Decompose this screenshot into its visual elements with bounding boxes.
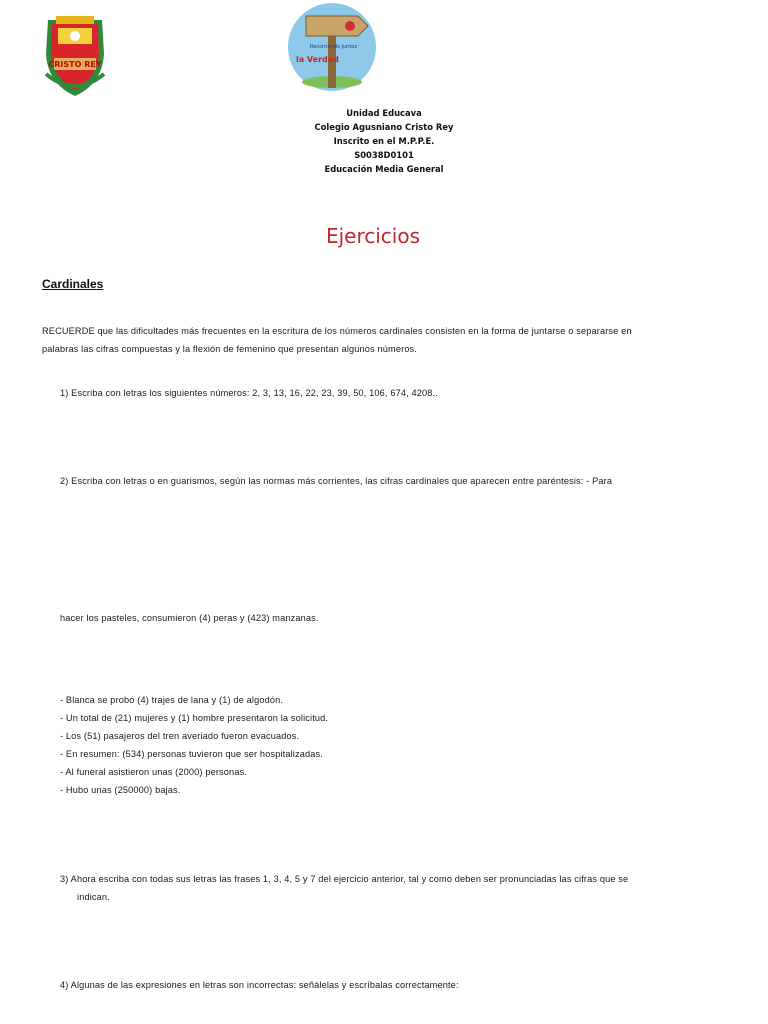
page-title: Ejercicios (325, 224, 421, 248)
svg-text:CRISTO REY: CRISTO REY (48, 60, 102, 69)
svg-text:Recorriendo juntos: Recorriendo juntos (310, 44, 357, 50)
intro-paragraph (42, 322, 702, 358)
school-shield-logo (40, 14, 110, 98)
intro-line-2: palabras las cifras compuestas y la flexión de femenino que presentan algunos números. (42, 344, 417, 354)
exercise-3-line-2: indican. (77, 892, 110, 902)
exercise-1: 1) Escriba con letras los siguientes números: 2, 3, 13, 16, 22, 23, 39, 50, 106, 674, 4208.. (60, 388, 438, 398)
section-heading: Cardinales (42, 277, 104, 291)
header-line-2: Colegio Agusniano Cristo Rey (314, 122, 454, 132)
exercise-4: 4) Algunas de las expresiones en letras son incorrectas: señálelas y escríbalas correctamente: (60, 980, 459, 990)
header-line-4: S0038D0101 (354, 150, 414, 160)
list-item: - Blanca se probó (4) trajes de lana y (1) de algodón. (60, 695, 284, 705)
list-item: - Hubo unas (250000) bajas. (60, 785, 181, 795)
header-line-5: Educación Media General (324, 164, 444, 174)
list-item: - Los (51) pasajeros del tren averiado fueron evacuados. (60, 731, 300, 741)
exercise-3 (60, 870, 700, 906)
list-item: - Un total de (21) mujeres y (1) hombre presentaron la solicitud. (60, 713, 329, 723)
exercise-2-continuation: hacer los pasteles, consumieron (4) peras y (423) manzanas. (60, 613, 319, 623)
school-header (0, 106, 768, 176)
exercise-3-line-1: 3) Ahora escriba con todas sus letras las frases 1, 3, 4, 5 y 7 del ejercicio anterior, tal y como deben ser pronunciadas las cifras que se (60, 874, 629, 884)
exercise-2: 2) Escriba con letras o en guarismos, según las normas más corrientes, las cifras cardinales que aparecen entre paréntesis: - Para (60, 476, 613, 486)
signpost-logo (288, 2, 378, 92)
list-item: - Al funeral asistieron unas (2000) personas. (60, 767, 248, 777)
header-line-3: Inscrito en el M.P.P.E. (333, 136, 435, 146)
header-line-1: Unidad Educava (346, 108, 422, 118)
list-item: - En resumen: (534) personas tuvieron que ser hospitalizadas. (60, 749, 323, 759)
intro-line-1: RECUERDE que las dificultades más frecuentes en la escritura de los números cardinales consisten en la forma de juntarse o separarse en (42, 326, 632, 336)
exercise-2-list (60, 691, 328, 799)
svg-text:la Verdad: la Verdad (296, 55, 339, 64)
